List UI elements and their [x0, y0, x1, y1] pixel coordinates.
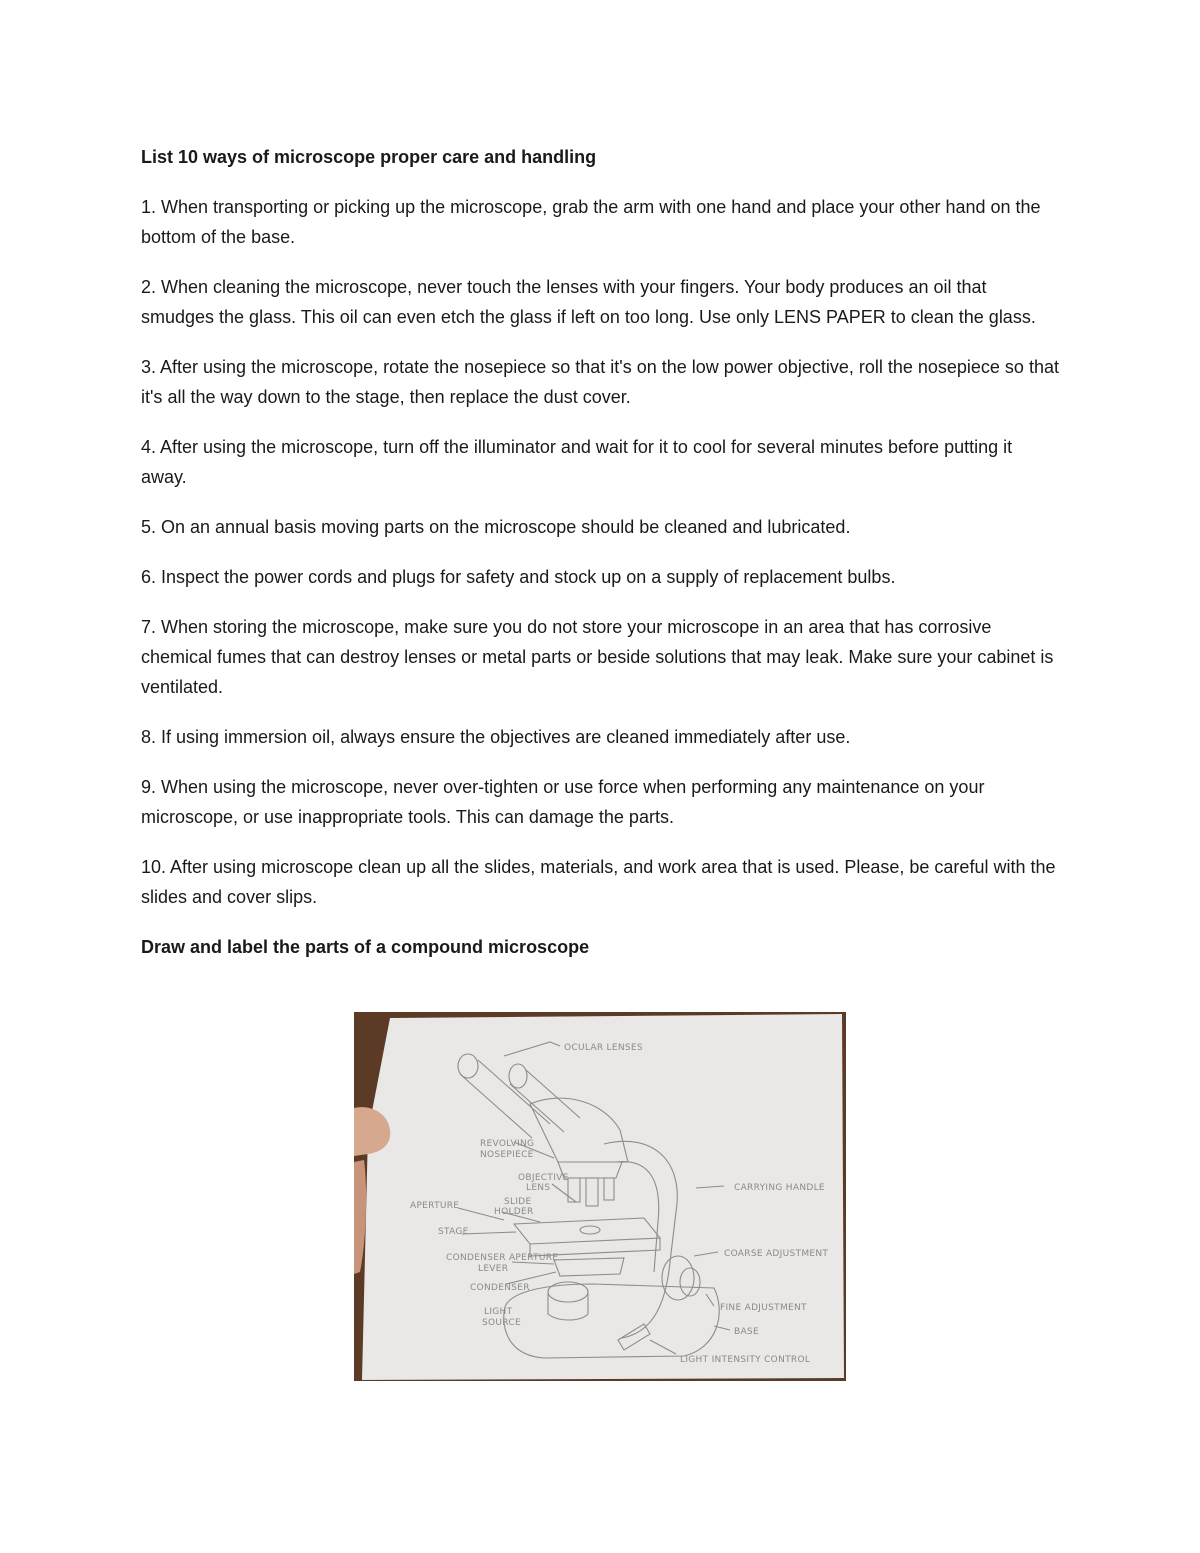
list-item-2: 2. When cleaning the microscope, never touch the lenses with your fingers. Your body produces an oil that smudges the glass. This oil can even etch the glass if left on too long. Use only LENS PAPER to clean the glass. — [141, 277, 1036, 327]
label-fine: FINE ADJUSTMENT — [720, 1303, 807, 1313]
list-item-7: 7. When storing the microscope, make sure you do not store your microscope in an area that has corrosive chemical fumes that can destroy lenses or metal parts or beside solutions that may leak. Make sure your cabinet is ventilated. — [141, 617, 1054, 697]
label-light-2: SOURCE — [482, 1318, 521, 1328]
microscope-drawing — [354, 1012, 846, 1381]
list-item-1: 1. When transporting or picking up the microscope, grab the arm with one hand and place your other hand on the bottom of the base. — [141, 197, 1041, 247]
label-slide-1: SLIDE — [504, 1197, 532, 1207]
label-light-1: LIGHT — [484, 1307, 513, 1317]
document-body — [141, 142, 1061, 962]
label-objective-2: LENS — [526, 1183, 551, 1193]
drawing-heading: Draw and label the parts of a compound microscope — [141, 937, 590, 957]
label-stage: STAGE — [438, 1227, 469, 1237]
label-condenser: CONDENSER — [470, 1283, 530, 1293]
label-revolving-2: NOSEPIECE — [480, 1150, 534, 1160]
label-slide-2: HOLDER — [494, 1207, 534, 1217]
list-item-10: 10. After using microscope clean up all the slides, materials, and work area that is used. Please, be careful with the slides and cover slips. — [141, 857, 1056, 907]
label-base: BASE — [734, 1327, 759, 1337]
label-condenser-lever-2: LEVER — [478, 1264, 509, 1274]
label-aperture: APERTURE — [410, 1201, 460, 1211]
list-item-5: 5. On an annual basis moving parts on the microscope should be cleaned and lubricated. — [141, 517, 851, 537]
label-coarse: COARSE ADJUSTMENT — [724, 1249, 829, 1259]
list-item-3: 3. After using the microscope, rotate the nosepiece so that it's on the low power objective, roll the nosepiece so that it's all the way down to the stage, then replace the dust cover. — [141, 357, 1059, 407]
paper-sheet — [362, 1014, 844, 1380]
list-item-4: 4. After using the microscope, turn off the illuminator and wait for it to cool for several minutes before putting it away. — [141, 437, 1013, 487]
label-objective-1: OBJECTIVE — [518, 1173, 569, 1183]
label-carrying: CARRYING HANDLE — [734, 1183, 825, 1193]
microscope-drawing-photo — [354, 1012, 846, 1381]
list-item-9: 9. When using the microscope, never over-tighten or use force when performing any maintenance on your microscope, or use inappropriate tools. This can damage the parts. — [141, 777, 985, 827]
label-ocular: OCULAR LENSES — [564, 1043, 643, 1053]
list-item-8: 8. If using immersion oil, always ensure the objectives are cleaned immediately after use. — [141, 727, 851, 747]
list-heading: List 10 ways of microscope proper care and handling — [141, 147, 597, 167]
label-condenser-lever-1: CONDENSER APERTURE — [446, 1253, 559, 1263]
list-item-6: 6. Inspect the power cords and plugs for safety and stock up on a supply of replacement bulbs. — [141, 567, 896, 587]
label-intensity: LIGHT INTENSITY CONTROL — [680, 1355, 811, 1365]
label-revolving-1: REVOLVING — [480, 1139, 535, 1149]
